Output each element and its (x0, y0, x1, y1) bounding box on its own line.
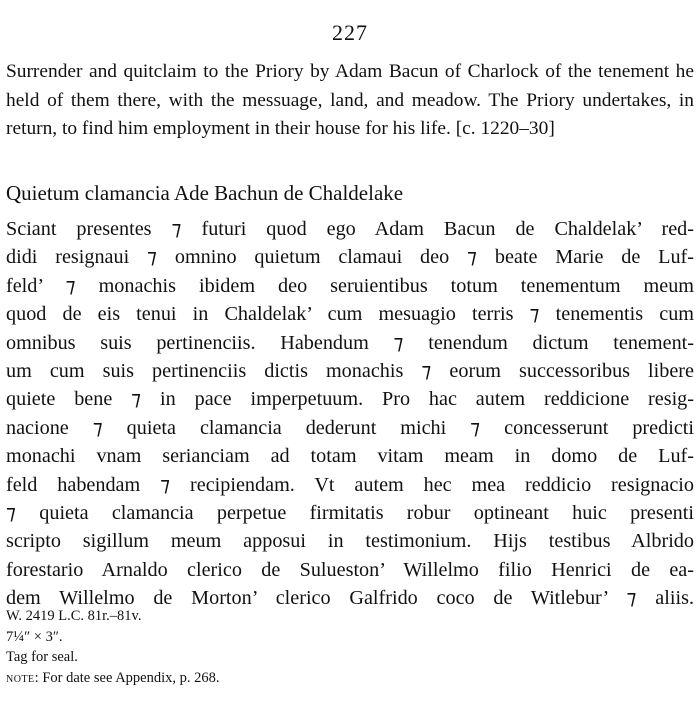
charter-line: monachi vnam serianciam ad totam vitam meam in domo de Luf- (6, 445, 694, 468)
charter-line: quiete bene ⁊ in pace imperpetuum. Pro hac autem reddicione resig- (6, 388, 694, 411)
document-size: 7¼″ × 3″. (6, 628, 63, 645)
charter-text (6, 215, 694, 613)
charter-line: Sciant presentes ⁊ futuri quod ego Adam Bacun de Chaldelak’ red- (6, 218, 694, 240)
charter-line: nacione ⁊ quieta clamancia dederunt michi ⁊ concesserunt predicti (6, 416, 694, 439)
summary-date: [c. 1220–30] (455, 118, 555, 139)
summary-text: Surrender and quitclaim to the Priory by Adam Bacun of Charlock of the tenement he held of them there, with the messuage, land, and meadow. The Priory undertakes, in return, to find him employment in their house for his life. (6, 61, 694, 139)
charter-line: feld habendam ⁊ recipiendam. Vt autem hec mea reddicio resignacio (6, 473, 694, 496)
note-label: note (6, 669, 35, 686)
date-note (6, 668, 220, 689)
charter-line: ⁊ quieta clamancia perpetue firmitatis robur optineant huic presenti (6, 502, 694, 525)
charter-line: forestario Arnaldo clerico de Sulueston’ Willelmo filio Henrici de ea- (6, 558, 694, 581)
latin-title: Quietum clamancia Ade Bachun de Chaldelake (6, 181, 404, 205)
note-text: : For date see Appendix, p. 268. (34, 669, 220, 686)
charter-line: quod de eis tenui in Chaldelak’ cum mesuagio terris ⁊ tenementis cum (6, 303, 694, 326)
charter-line: dem Willelmo de Morton’ clerico Galfrido coco de Witlebur’ ⁊ aliis. (6, 587, 694, 610)
charter-line: scripto sigillum meum apposui in testimonium. Hijs testibus Albrido (6, 530, 694, 553)
charter-line: didi resignaui ⁊ omnino quietum clamaui deo ⁊ beate Marie de Luf- (6, 246, 694, 269)
editorial-notes (6, 606, 220, 688)
page-number: 227 (332, 20, 368, 45)
english-summary (6, 58, 694, 144)
charter-line: um cum suis pertinenciis dictis monachis ⁊ eorum successoribus libere (6, 360, 694, 383)
seal-note: Tag for seal. (6, 649, 78, 665)
archive-reference: W. 2419 L.C. 81r.–81v. (6, 608, 142, 624)
charter-line: feld’ ⁊ monachis ibidem deo seruientibus totum tenementum meum (6, 274, 694, 297)
charter-line: omnibus suis pertinenciis. Habendum ⁊ tenendum dictum tenement- (6, 331, 694, 354)
